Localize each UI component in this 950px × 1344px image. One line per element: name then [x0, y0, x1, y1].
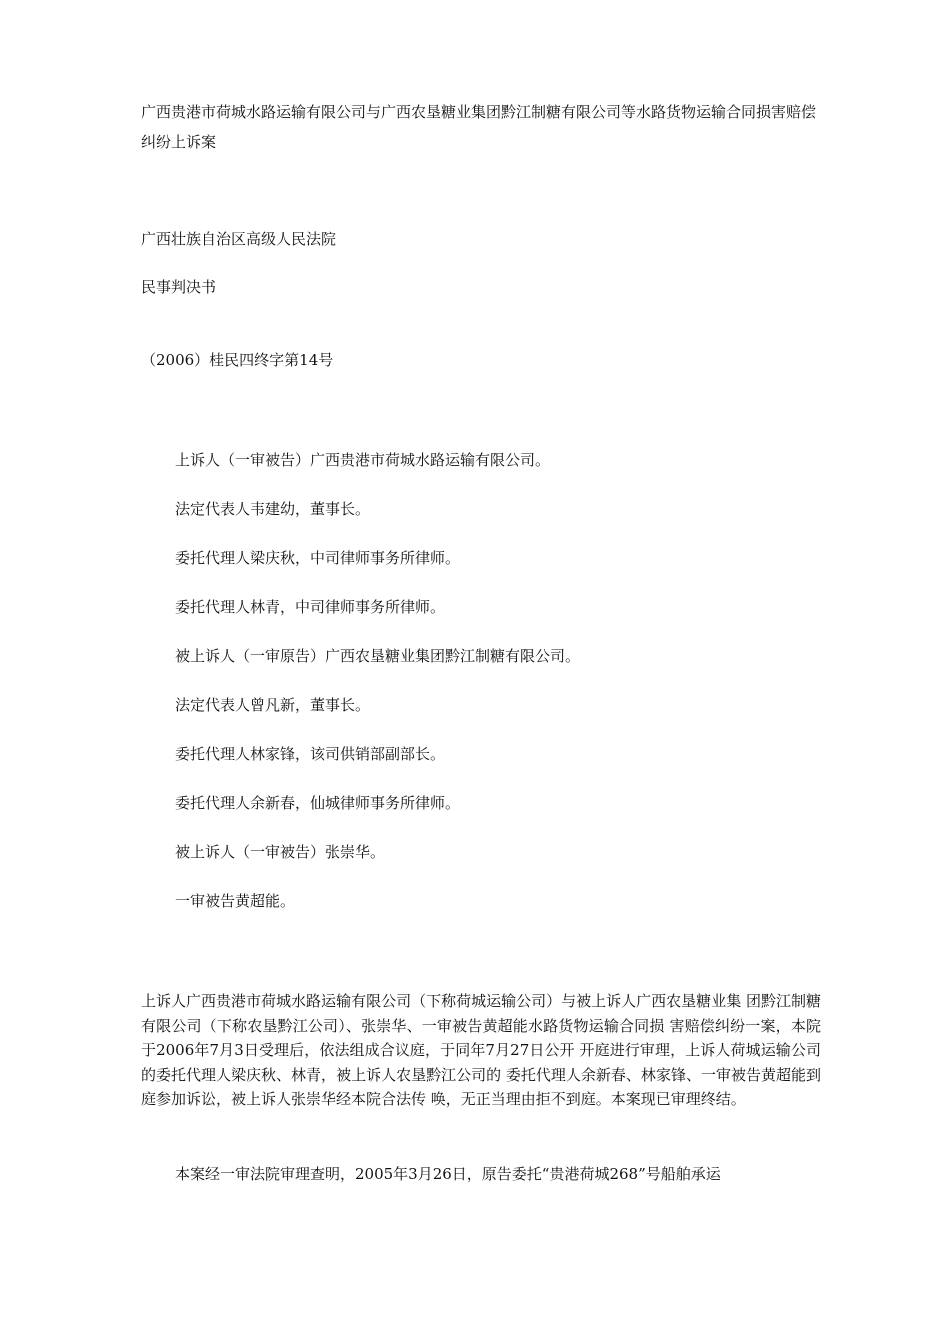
party-line: 被上诉人（一审原告）广西农垦糖业集团黔江制糖有限公司。 — [175, 647, 581, 665]
party-line: 委托代理人梁庆秋，中司律师事务所律师。 — [175, 549, 461, 567]
body-paragraph: 上诉人广西贵港市荷城水路运输有限公司（下称荷城运输公司）与被上诉人广西农垦糖业集 团黔江制糖有限公司（下称农垦黔江公司）、张崇华、一审被告黄超能水路货物运输合同损 害赔偿纠纷一案，本院于2006年7月3日受理后，依法组成合议庭，于同年7月27日公开 开庭进行审理，上诉人荷城运输公司的委托代理人梁庆秋、林青，被上诉人农垦黔江公司的 委托代理人余新春、林家锋、一审被告黄超能到庭参加诉讼，被上诉人张崇华经本院合法传 唤，无正当理由拒不到庭。本案现已审理终结。 — [141, 992, 821, 1108]
party-line: 一审被告黄超能。 — [175, 892, 296, 910]
court-name: 广西壮族自治区高级人民法院 — [141, 230, 337, 248]
document-type: 民事判决书 — [141, 278, 217, 296]
party-line: 被上诉人（一审被告）张崇华。 — [175, 843, 386, 861]
party-line: 法定代表人韦建幼，董事长。 — [175, 500, 371, 518]
case-number: （2006）桂民四终字第14号 — [141, 351, 334, 369]
document-title: 广西贵港市荷城水路运输有限公司与广西农垦糖业集团黔江制糖有限公司等水路货物运输合同损害赔偿纠纷上诉案 — [141, 103, 817, 151]
party-line: 法定代表人曾凡新，董事长。 — [175, 696, 371, 714]
party-line: 上诉人（一审被告）广西贵港市荷城水路运输有限公司。 — [175, 451, 551, 469]
party-line: 委托代理人林青，中司律师事务所律师。 — [175, 598, 446, 616]
body-paragraph: 本案经一审法院审理查明，2005年3月26日，原告委托“贵港荷城268”号船舶承运 — [175, 1165, 721, 1183]
party-line: 委托代理人林家锋，该司供销部副部长。 — [175, 745, 446, 763]
party-line: 委托代理人余新春，仙城律师事务所律师。 — [175, 794, 461, 812]
